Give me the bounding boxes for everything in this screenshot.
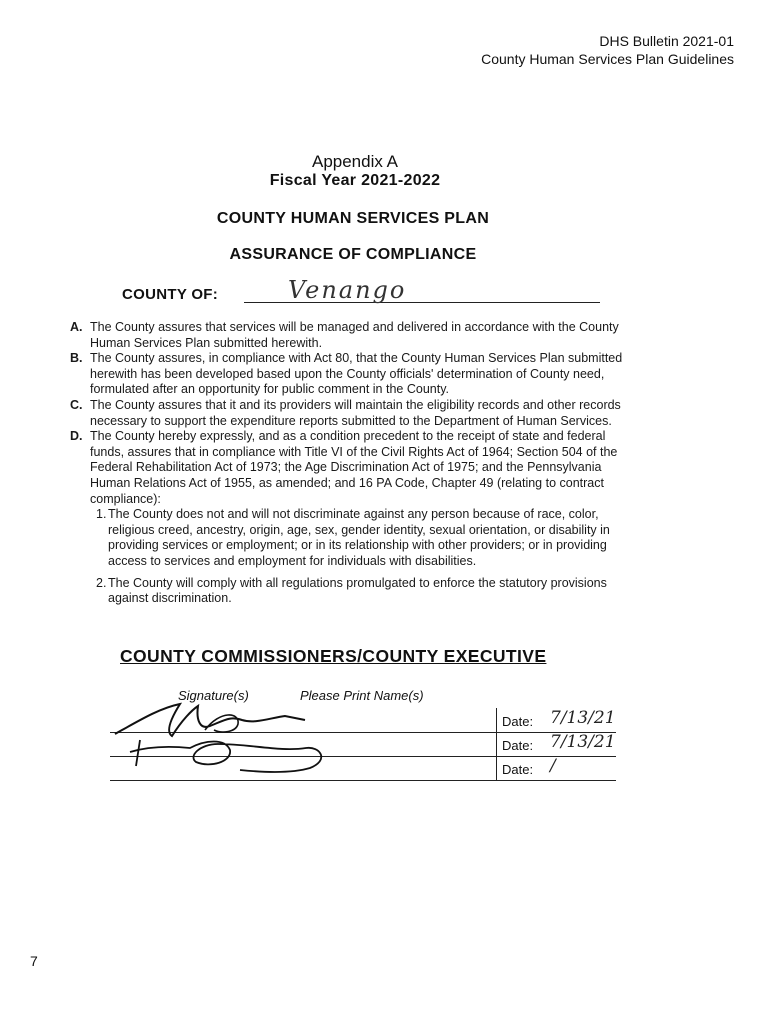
assurance-item: B. The County assures, in compliance with Act 80, that the County Human Services Plan submitted herewith has been developed based upon the County officials' determination of County need, formulated after an opportunity for public comment in the County. xyxy=(70,351,623,397)
document-header xyxy=(481,32,734,68)
sub-item: 1. The County does not and will not discriminate against any person because of race, color, religious creed, ancestry, origin, age, sex, gender identity, sexual orientation, or disability in providing services or employment; or in its relationship with other providers; or in providing access to services and employment for individuals with disabilities. xyxy=(96,507,610,568)
date-label: Date: xyxy=(502,738,534,753)
signature-header: Signature(s) xyxy=(178,688,249,703)
date-value: / xyxy=(550,756,556,776)
signature-two-stroke xyxy=(136,740,140,766)
plan-title: COUNTY HUMAN SERVICES PLAN xyxy=(216,210,490,227)
county-label: COUNTY OF: xyxy=(122,286,219,303)
signature-line xyxy=(110,780,616,781)
date-label: Date: xyxy=(502,762,534,777)
commissioners-heading: COUNTY COMMISSIONERS/COUNTY EXECUTIVE xyxy=(120,646,547,666)
appendix-title: Appendix A xyxy=(311,152,398,171)
fiscal-year: Fiscal Year 2021-2022 xyxy=(269,172,441,189)
date-value: 7/13/21 xyxy=(550,732,616,752)
date-value: 7/13/21 xyxy=(550,708,616,728)
assurance-item: A. The County assures that services will be managed and delivered in accordance with the County Human Services Plan submitted herewith. xyxy=(70,320,619,350)
assurance-item: D. The County hereby expressly, and as a condition precedent to the receipt of state and federal funds, assures that in compliance with Title VI of the Civil Rights Act of 1964; Section 504 of the Federal Rehabilitation Act of 1973; the Age Discrimination Act of 1975; and the Pennsylvania Human Relations Act of 1955, as amended; and 16 PA Code, Chapter 49 (relating to contract compliance): xyxy=(70,429,618,506)
assurance-title: ASSURANCE OF COMPLIANCE xyxy=(229,246,477,263)
bulletin-number: DHS Bulletin 2021-01 xyxy=(599,33,734,49)
print-name-header: Please Print Name(s) xyxy=(300,688,424,703)
date-label: Date: xyxy=(502,714,534,729)
county-value: Venango xyxy=(288,276,407,304)
date-column-divider xyxy=(496,708,497,780)
county-field xyxy=(122,276,602,306)
signature-one xyxy=(115,704,305,736)
signature-two xyxy=(130,742,321,773)
guidelines-title: County Human Services Plan Guidelines xyxy=(481,51,734,67)
handwritten-signatures xyxy=(110,690,370,780)
assurance-list xyxy=(70,320,630,607)
assurance-item: C. The County assures that it and its providers will maintain the eligibility records and other records necessary to support the expenditure reports submitted to the Department of Human Services. xyxy=(70,397,621,428)
page-number: 7 xyxy=(30,953,38,969)
sub-item: 2. The County will comply with all regulations promulgated to enforce the statutory provisions against discrimination. xyxy=(96,575,607,606)
